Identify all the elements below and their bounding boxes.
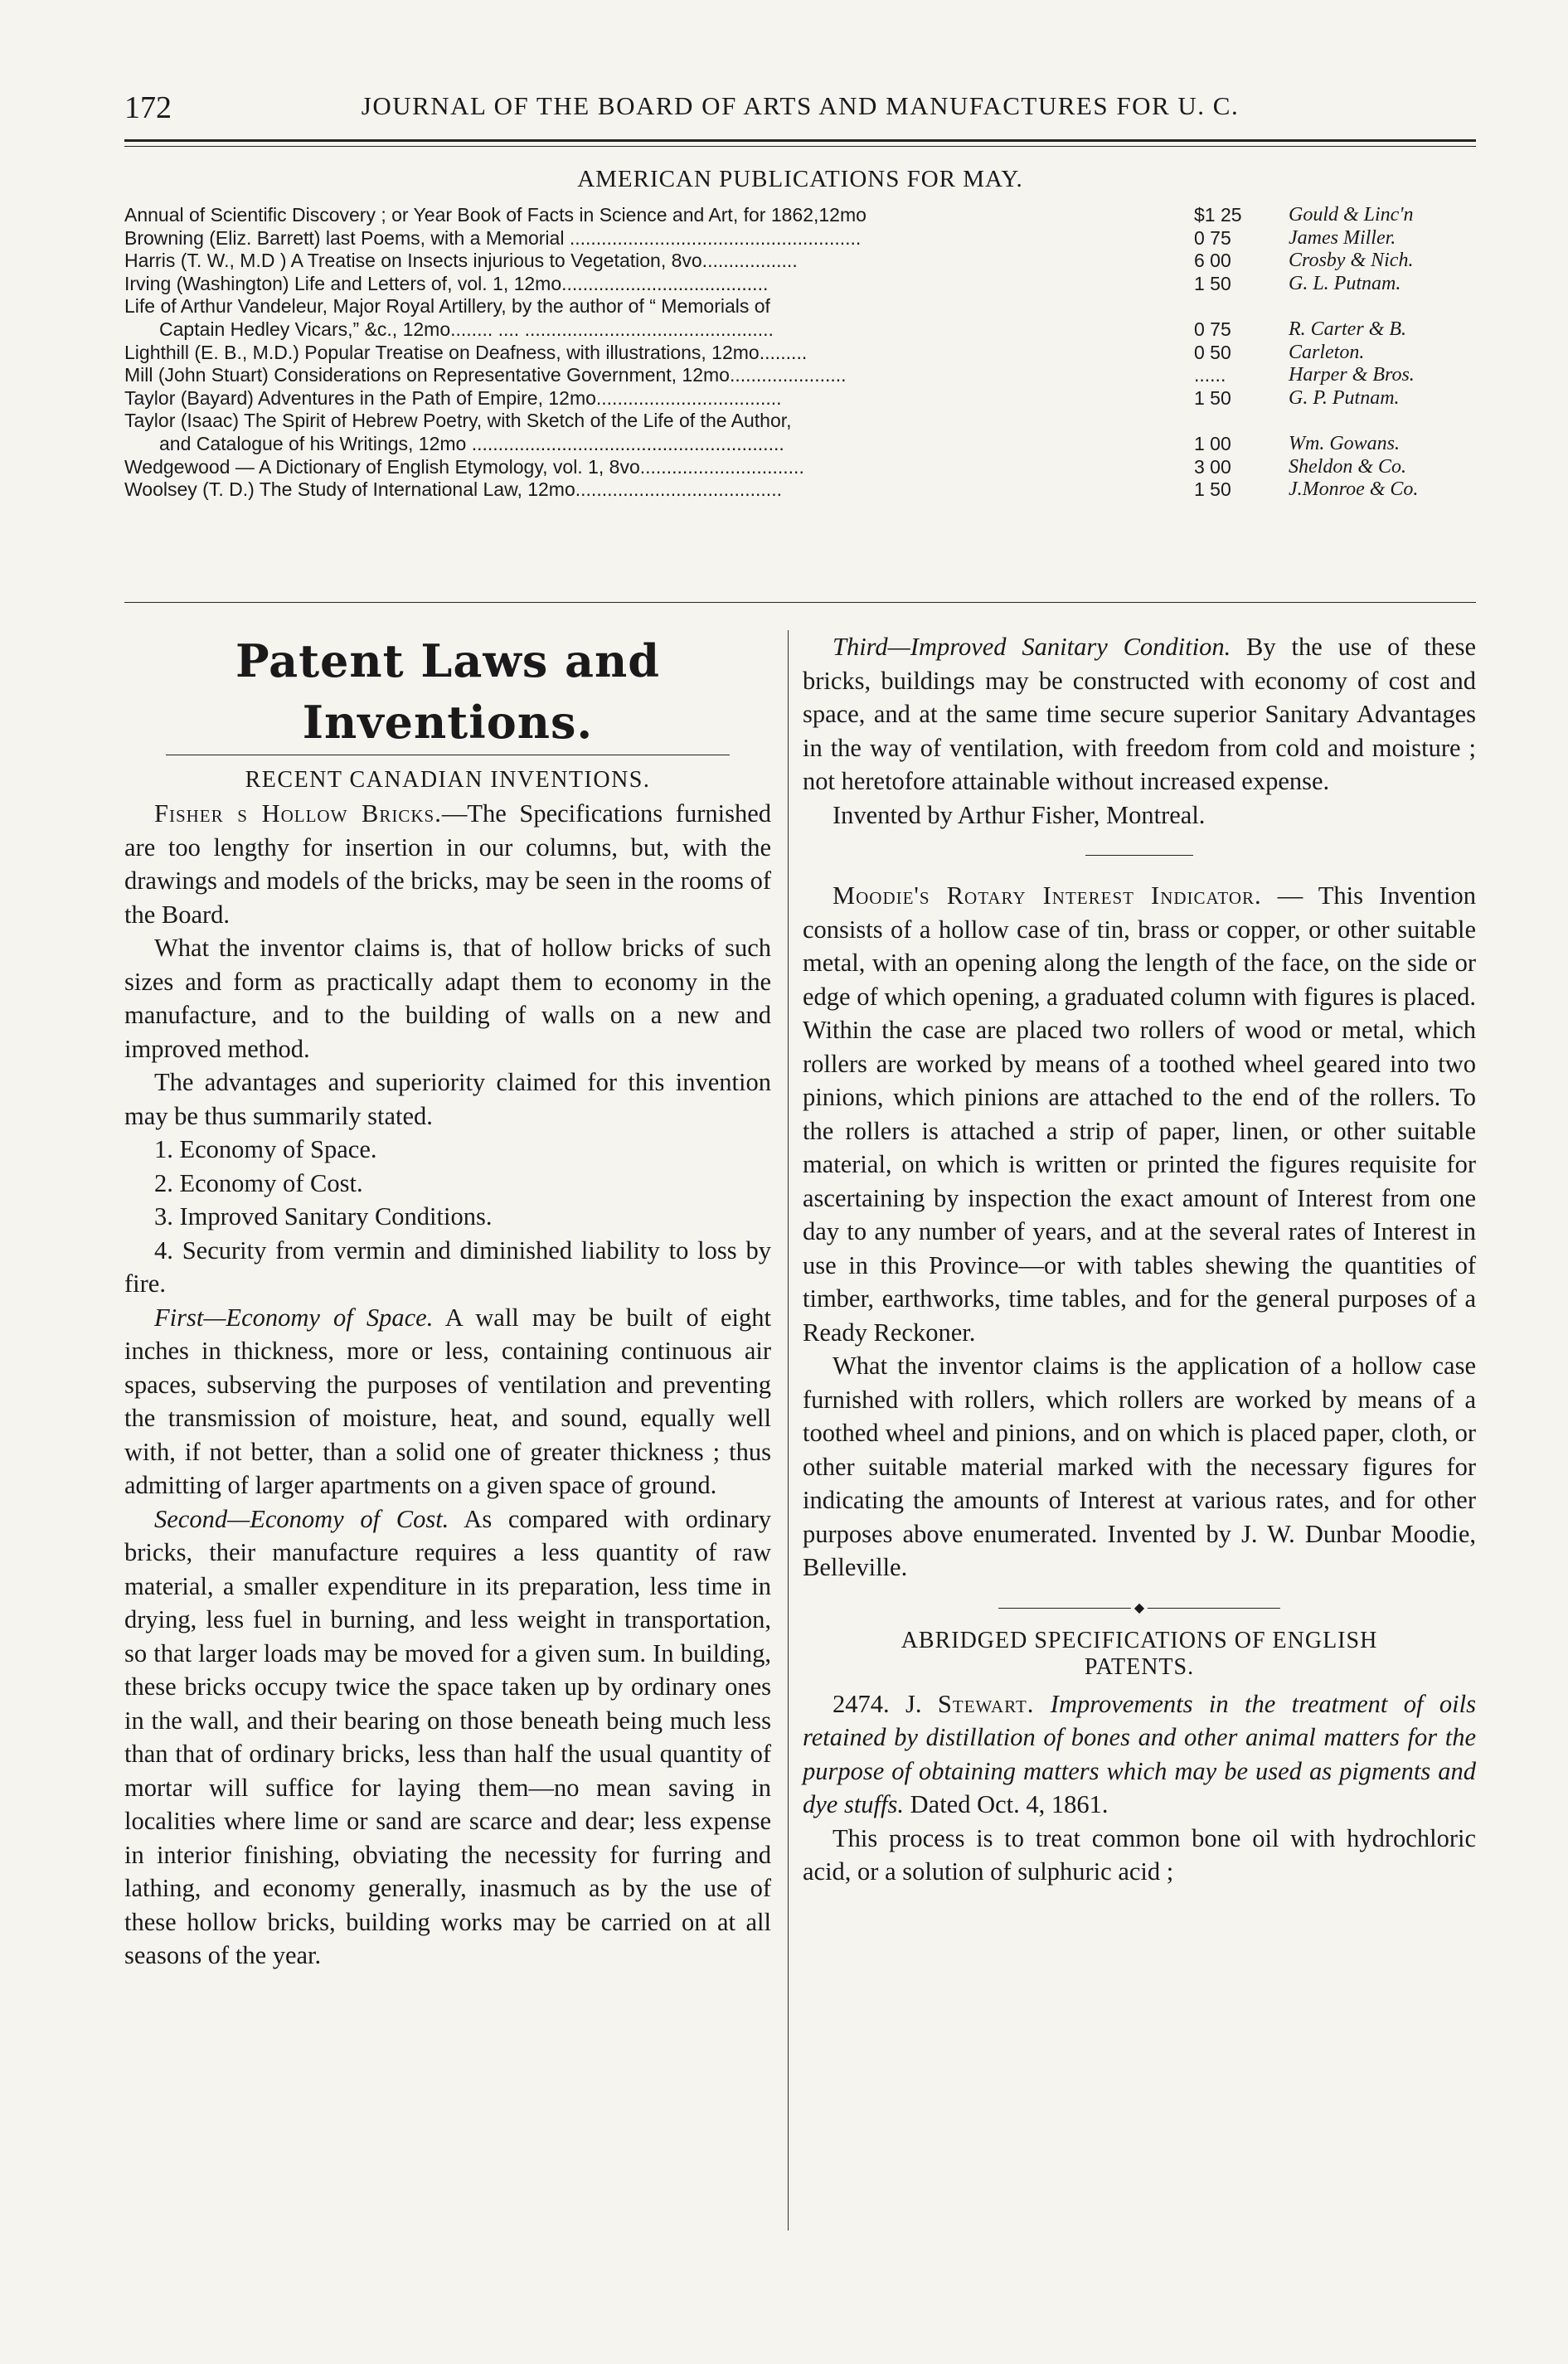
publication-price: 1 50 xyxy=(1194,272,1231,294)
publication-publisher: Crosby & Nich. xyxy=(1289,250,1414,272)
advantages-paragraph: The advantages and superiority claimed for this invention may be thus summarily stated. xyxy=(124,1068,771,1130)
publication-title: Taylor (Bayard) Adventures in the Path of Empire, 12mo................................... xyxy=(124,386,782,409)
publication-row xyxy=(124,227,1476,250)
publication-title: Annual of Scientific Discovery ; or Year Book of Facts in Science and Art, for 1862,12mo xyxy=(124,204,867,226)
publication-title: Wedgewood — A Dictionary of English Etymology, vol. 1, 8vo............................... xyxy=(124,455,804,478)
publication-publisher: Carleton. xyxy=(1289,341,1365,363)
moodie-lead: Moodie's Rotary Interest Indicator. xyxy=(833,881,1262,910)
publication-row xyxy=(124,478,1476,502)
publication-publisher: J.Monroe & Co. xyxy=(1289,478,1419,501)
ornamental-rule: ◆ xyxy=(998,1601,1280,1616)
bone-oil-paragraph: This process is to treat common bone oil with hydrochloric acid, or a solution of sulphuric acid ; xyxy=(803,1823,1476,1886)
publication-row xyxy=(124,204,1476,227)
publication-price: 1 00 xyxy=(1194,432,1231,454)
list-item: 3. Improved Sanitary Conditions. xyxy=(154,1202,493,1231)
moodie-paragraph: Moodie's Rotary Interest Indicator. — This Invention consists of a hollow case of tin, brass or copper, or other suitable metal, with an opening along the length of the face, on the side or edge of which opening, a graduated column with figures is placed. Within the case are placed two rollers of wood or metal, which rollers are worked by means of a toothed wheel geared into two pinions, which pinions are attached to the end of the rollers. To the rollers is attached a strip of paper, linen, or other suitable material, on which is written or printed the figures requisite for ascertaining by inspection the exact amount of Interest from one day to any number of years, and at the several rates of Interest in use in this Province—or with tables shewing the quantities of timber, earthworks, time tables, and for the general purposes of a Ready Reckoner. xyxy=(803,881,1476,1347)
publication-title: Harris (T. W., M.D ) A Treatise on Insects injurious to Vegetation, 8vo.................. xyxy=(124,250,798,272)
list-item: 2. Economy of Cost. xyxy=(154,1168,363,1197)
publication-title: Lighthill (E. B., M.D.) Popular Treatise on Deafness, with illustrations, 12mo......... xyxy=(124,341,808,363)
publication-title: Woolsey (T. D.) The Study of International Law, 12mo....................................... xyxy=(124,478,782,501)
publication-row xyxy=(124,273,1476,296)
publication-price: ...... xyxy=(1194,364,1226,386)
publication-title: Browning (Eliz. Barrett) last Poems, with a Memorial ....................................................... xyxy=(124,226,862,249)
page-number: 172 xyxy=(124,90,172,125)
publication-row xyxy=(124,318,1476,342)
publication-title: Irving (Washington) Life and Letters of, vol. 1, 12mo....................................... xyxy=(124,272,769,294)
publication-title: Captain Hedley Vicars,” &c., 12mo........ .... ............................................... xyxy=(159,318,774,340)
publication-price: 1 50 xyxy=(1194,386,1231,409)
moodie-claims-paragraph: What the inventor claims is the application of a hollow case furnished with rollers, which rollers are worked by means of a toothed wheel and pinions, and on which is placed paper, cloth, or other suitable material marked with the necessary figures for indicating the amounts of Interest at various rates, and for other purposes above enumerated. Invented by J. W. Dunbar Moodie, Belleville. xyxy=(803,1352,1476,1581)
economy-cost-paragraph: Second—Economy of Cost. As compared with ordinary bricks, their manufacture requires a less quantity of raw material, a smaller expenditure in its preparation, less time in drying, less fuel in burning, and less weight in transportation, so that larger loads may be moved for a given sum. In building, these bricks occupy twice the space taken up by ordinary ones in the wall, and their bearing on those beneath being much less than that of ordinary bricks, less than half the usual quantity of mortar will suffice for laying them—no mean saving in localities where lime or sand are scarce and dear; less expense in interior finishing, obviating the necessity for furring and lathing, and economy generally, inasmuch as by the use of these hollow bricks, building works may be carried on at all seasons of the year. xyxy=(124,1504,771,1969)
publication-row xyxy=(124,250,1476,273)
publication-price: 1 50 xyxy=(1194,478,1231,501)
publication-row xyxy=(124,342,1476,365)
publication-publisher: Gould & Linc'n xyxy=(1289,204,1414,226)
left-column xyxy=(124,630,771,1973)
sanitary-paragraph: Third—Improved Sanitary Condition. By the use of these bricks, buildings may be constructed with economy of cost and space, and at the same time secure superior Sanitary Advantages in the way of ventilation, with freedom from cold and moisture ; not heretofore attainable without increased expense. xyxy=(803,633,1476,795)
section-title: Patent Laws and Inventions. xyxy=(235,634,661,749)
separator-rule xyxy=(1085,855,1193,856)
list-item: 4. Security from vermin and diminished liability to loss by fire. xyxy=(124,1235,771,1298)
recent-inventions-heading: RECENT CANADIAN INVENTIONS. xyxy=(245,767,651,793)
claims-paragraph: What the inventor claims is, that of hollow bricks of such sizes and form as practically adapt them to economy in the manufacture, and to the building of walls on a new and improved method. xyxy=(124,934,771,1063)
running-header xyxy=(124,90,1476,133)
publication-publisher: Wm. Gowans. xyxy=(1289,432,1401,454)
fisher-intro-paragraph: Fisher s Hollow Bricks.—The Specifications furnished are too lengthy for insertion in our columns, but, with the drawings and models of the bricks, may be seen in the rooms of the Board. xyxy=(124,799,771,929)
publication-publisher: Harper & Bros. xyxy=(1289,364,1415,386)
publication-row xyxy=(124,295,1476,318)
journal-title: JOURNAL OF THE BOARD OF ARTS AND MANUFACTURES FOR U. C. xyxy=(361,91,1240,120)
publication-row xyxy=(124,364,1476,387)
publication-title: Taylor (Isaac) The Spirit of Hebrew Poetry, with Sketch of the Life of the Author, xyxy=(124,410,792,432)
publication-publisher: Sheldon & Co. xyxy=(1289,455,1406,478)
publication-price: $1 25 xyxy=(1194,204,1242,226)
publication-publisher: G. L. Putnam. xyxy=(1289,272,1401,294)
publication-publisher: R. Carter & B. xyxy=(1289,318,1406,340)
publication-title: Life of Arthur Vandeleur, Major Royal Artillery, by the author of “ Memorials of xyxy=(124,295,770,318)
right-column xyxy=(803,630,1476,1889)
publications-title: AMERICAN PUBLICATIONS FOR MAY. xyxy=(577,166,1023,192)
publication-row xyxy=(124,387,1476,410)
publication-title: and Catalogue of his Writings, 12mo ........................................................... xyxy=(159,432,784,454)
patent-2474-paragraph: 2474. J. Stewart. Improvements in the treatment of oils retained by distillation of bones and other animal matters for the purpose of obtaining matters which may be used as pigments and dye stuffs. Dated Oct. 4, 1861. xyxy=(803,1689,1476,1818)
publication-publisher: James Miller. xyxy=(1289,226,1396,249)
fisher-inventor-line: Invented by Arthur Fisher, Montreal. xyxy=(833,800,1206,829)
header-double-rule xyxy=(124,139,1476,147)
publication-price: 0 75 xyxy=(1194,226,1231,249)
publications-bottom-rule xyxy=(124,602,1476,603)
publication-price: 0 50 xyxy=(1194,341,1231,363)
column-divider xyxy=(788,630,789,2231)
publication-row xyxy=(124,410,1476,433)
publication-row xyxy=(124,456,1476,479)
publication-publisher: G. P. Putnam. xyxy=(1289,386,1400,409)
list-item: 1. Economy of Space. xyxy=(154,1135,377,1163)
publications-list xyxy=(124,204,1476,502)
publication-price: 6 00 xyxy=(1194,250,1231,272)
publication-price: 3 00 xyxy=(1194,455,1231,478)
economy-space-paragraph: First—Economy of Space. A wall may be built of eight inches in thickness, more or less, containing continuous air spaces, subserving the purposes of ventilation and preventing the transmission of moisture, heat, and sound, equally well with, if not better, than a solid one of greater thickness ; thus admitting of larger apartments on a given space of ground. xyxy=(124,1303,771,1499)
fisher-lead: Fisher s Hollow Bricks. xyxy=(154,799,442,828)
publication-row xyxy=(124,433,1476,456)
publication-title: Mill (John Stuart) Considerations on Representative Government, 12mo...................... xyxy=(124,364,847,386)
abridged-specs-heading: ABRIDGED SPECIFICATIONS OF ENGLISH PATENTS. xyxy=(901,1627,1378,1680)
publication-price: 0 75 xyxy=(1194,318,1231,340)
